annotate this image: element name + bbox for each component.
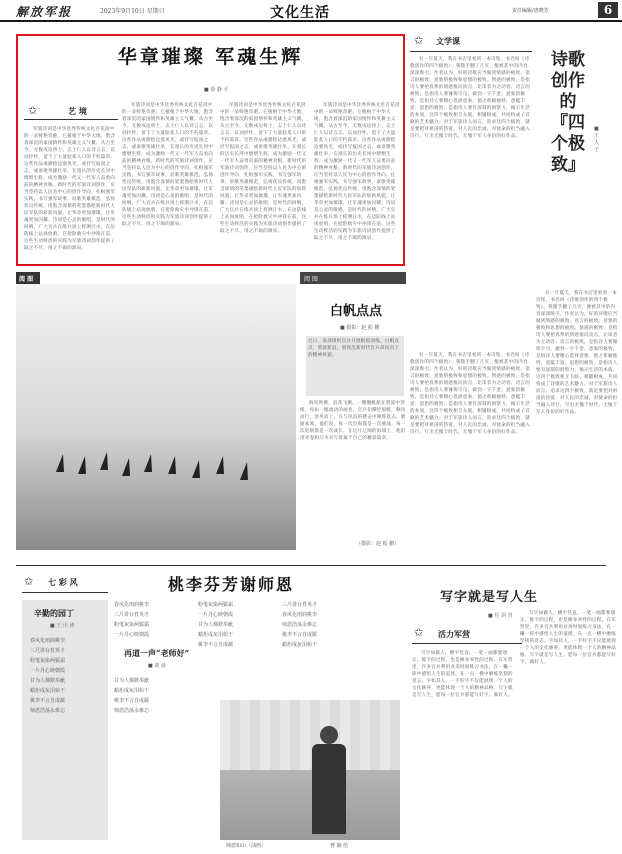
column-label: 艺 境	[68, 106, 87, 116]
feature-intro: 近日，某部组织官兵开展帆船训练，白帆点点，劈波斩浪，展现出新时代官兵昂扬向上的精神风貌。	[306, 336, 404, 396]
poem-title: 辛勤的园丁	[34, 608, 74, 618]
sailboat	[78, 456, 86, 474]
star-icon: ✩	[414, 34, 424, 47]
sailboat-photo	[16, 284, 296, 550]
poem2-title: 再道一声“老师好”	[124, 648, 190, 658]
featured-body-col4: 军旅诗词是中华优秀传统文化百花园中的一朵鲜艳奇葩。它植根于中华大地，饱含着深沉的家国情怀和英雄主义气概。从古至今，无数戍边将士、志士仁人以诗言志、以词抒怀，留下了大量脍炙人口的不朽篇章。这些作品或描绘边塞风光，或抒写报国之志，或讴歌英雄壮举，在漫长的历史长河中熠熠生辉，成为激励一代又一代军人奋勇向前的精神食粮。新时代的军旅诗词创作，应当坚持以人民为中心的创作导向，扎根强军实践，书写强军故事，讴歌英雄模范，弘扬优良传统，用饱含深情的笔墨描绘新时代人民军队的崭新风貌，让华章更加璀璨，让军魂更加闪耀。诗词是心灵的歌唱，是时代的回响。广大官兵在练兵场上挥洒汗水，在边防线上站岗放哨，在抢险救灾中冲锋在前，这些生动鲜活的实践为军旅诗词创作提供了取之不尽、用之不竭的源泉。	[314, 103, 400, 241]
featured-body-col2: 军旅诗词是中华优秀传统文化百花园中的一朵鲜艳奇葩。它植根于中华大地，饱含着深沉的家国情怀和英雄主义气概。从古至今，无数戍边将士、志士仁人以诗言志、以词抒怀，留下了大量脍炙人口的不朽篇章。这些作品或描绘边塞风光，或抒写报国之志，或讴歌英雄壮举，在漫长的历史长河中熠熠生辉，成为激励一代又一代军人奋勇向前的精神食粮。新时代的军旅诗词创作，应当坚持以人民为中心的创作导向，扎根强军实践，书写强军故事，讴歌英雄模范，弘扬优良传统，用饱含深情的笔墨描绘新时代人民军队的崭新风貌，让华章更加璀璨，让军魂更加闪耀。诗词是心灵的歌唱，是时代的回响。广大官兵在练兵场上挥洒汗水，在边防线上站岗放哨，在抢险救灾中冲锋在前，这些生动鲜活的实践为军旅诗词创作提供了取之不尽、用之不竭的源泉。	[122, 103, 214, 227]
featured-headline: 华章璀璨 军魂生辉	[117, 46, 304, 68]
figure-head	[320, 726, 338, 744]
figure-credit: 曹 颖 绘	[330, 843, 349, 849]
poem-col-2: 春风化雨润桃李 三尺讲台育英才 粉笔灰染两鬓霜 一片丹心映朝霞	[114, 602, 150, 638]
featured-article[interactable]	[16, 34, 405, 266]
figure-caption: 师恩如山（油画）	[226, 843, 267, 849]
photo-credit: （摄影：赵 振 鹏）	[356, 541, 400, 547]
right-label-box	[412, 624, 522, 644]
right-body-col1: 写字如做人，横平竖直，一笔一画都要端正。练字的过程，也是修身养性的过程。在军营里，许多官兵利用业余时间练习书法，在一撇一捺中感悟人生的道理，在一点一横中磨练坚韧的意志。字如其人，一手好字不仅能展现一个人的文化修养，更能体现一个人的精神品格。写字就是写人生，愿每一位官兵都能写好字、做好人。	[412, 651, 513, 698]
right-byline: ■ 任 剑 青	[488, 613, 513, 619]
sidebar-vertical-title: 诗歌创作的『四个极致』	[551, 50, 585, 175]
sailboat	[100, 452, 108, 470]
right-column-label: 活力军营	[438, 629, 470, 639]
sailboat	[240, 462, 248, 480]
page-number: 6	[598, 2, 618, 18]
sailboat	[192, 460, 200, 478]
feature-tag: 阅 图	[304, 276, 318, 283]
poem-box	[22, 600, 108, 840]
sidebar-label-box	[410, 32, 532, 52]
sailboat	[56, 454, 64, 472]
poem-col-3: 粉笔灰染两鬓霜 一片丹心映朝霞 甘为人梯默奉献 蜡炬成灰泪始干 桃李不言自成蹊	[198, 602, 234, 648]
sidebar-body-col3: 有一年夏天，我在书店里看到一本诗集，书名叫《诗歌创作的四个极致》。我随手翻了几页，便被其中的内容深深吸引。作者认为，好的诗歌应当做到情感的极致、语言的极致、意象的极致和思想的极致。情感的极致，是指诗人要把真挚的情感推向顶点，让读者为之动容；语言的极致，是指诗人要锤炼字句，做到一字千金；意象的极致，是指诗人要精心选择意象，使之新颖独特、意蕴丰富；思想的极致，是指诗人要有深刻的洞察力，揭示生活的本质。这四个极致相互关联、相辅相成，共同构成了诗歌的艺术魅力。对于军旅诗人而言，追求这四个极致，就是要把对祖国的热爱、对人民的忠诚、对使命的担当融入诗行，写出无愧于时代、无愧于军人身份的好作品。	[410, 353, 530, 435]
section-divider	[16, 565, 606, 566]
sidebar-body-col2: 有一年夏天，我在书店里看到一本诗集，书名叫《诗歌创作的四个极致》。我随手翻了几页，便被其中的内容深深吸引。作者认为，好的诗歌应当做到情感的极致、语言的极致、意象的极致和思想的极致。情感的极致，是指诗人要把真挚的情感推向顶点，让读者为之动容；语言的极致，是指诗人要锤炼字句，做到一字千金；意象的极致，是指诗人要精心选择意象，使之新颖独特、意蕴丰富；思想的极致，是指诗人要有深刻的洞察力，揭示生活的本质。这四个极致相互关联、相辅相成，共同构成了诗歌的艺术魅力。对于军旅诗人而言，追求这四个极致，就是要把对祖国的热爱、对人民的忠诚、对使命的担当融入诗行，写出无愧于时代、无愧于军人身份的好作品。	[536, 291, 618, 415]
sidebar-column-label: 文学课	[436, 36, 460, 46]
page-header	[0, 0, 622, 22]
figure-body	[312, 744, 346, 834]
painting-background	[220, 700, 400, 770]
feature-byline: ■ 摄影：赵 振 鹏	[340, 325, 380, 331]
column-label-box	[24, 104, 118, 120]
poem2-byline: ■ 刘 晨	[148, 663, 166, 669]
poem-col-4: 三尺讲台育英才 春风化雨润桃李 师恩浩荡永难忘 桃李不言自成蹊 蜡炬成灰泪始干	[282, 602, 318, 648]
photo-label-tag	[16, 272, 40, 284]
featured-body-col1: 军旅诗词是中华优秀传统文化百花园中的一朵鲜艳奇葩。它植根于中华大地，饱含着深沉的家国情怀和英雄主义气概。从古至今，无数戍边将士、志士仁人以诗言志、以词抒怀，留下了大量脍炙人口的不朽篇章。这些作品或描绘边塞风光，或抒写报国之志，或讴歌英雄壮举，在漫长的历史长河中熠熠生辉，成为激励一代又一代军人奋勇向前的精神食粮。新时代的军旅诗词创作，应当坚持以人民为中心的创作导向，扎根强军实践，书写强军故事，讴歌英雄模范，弘扬优良传统，用饱含深情的笔墨描绘新时代人民军队的崭新风貌，让华章更加璀璨，让军魂更加闪耀。诗词是心灵的歌唱，是时代的回响。广大官兵在练兵场上挥洒汗水，在边防线上站岗放哨，在抢险救灾中冲锋在前，这些生动鲜活的实践为军旅诗词创作提供了取之不尽、用之不竭的源泉。	[24, 127, 116, 251]
feature-essay: 海风吹拂，浪花飞溅。一艘艘帆船在碧波中穿梭，宛如一幅流动的画卷。官兵们操控船帆，顺风而行，逆风而上，在与风浪的搏击中锤炼意志、磨砺本领。他们说，每一次出海都是一次挑战，每一次返航都是一次成长。在这片辽阔的海域上，他们用青春和汗水书写着属于自己的精彩篇章。	[300, 401, 406, 441]
right-headline: 写字就是写人生	[440, 590, 539, 605]
featured-body-col3: 军旅诗词是中华优秀传统文化百花园中的一朵鲜艳奇葩。它植根于中华大地，饱含着深沉的家国情怀和英雄主义气概。从古至今，无数戍边将士、志士仁人以诗言志、以词抒怀，留下了大量脍炙人口的不朽篇章。这些作品或描绘边塞风光，或抒写报国之志，或讴歌英雄壮举，在漫长的历史长河中熠熠生辉，成为激励一代又一代军人奋勇向前的精神食粮。新时代的军旅诗词创作，应当坚持以人民为中心的创作导向，扎根强军实践，书写强军故事，讴歌英雄模范，弘扬优良传统，用饱含深情的笔墨描绘新时代人民军队的崭新风貌，让华章更加璀璨，让军魂更加闪耀。诗词是心灵的歌唱，是时代的回响。广大官兵在练兵场上挥洒汗水，在边防线上站岗放哨，在抢险救灾中冲锋在前，这些生动鲜活的实践为军旅诗词创作提供了取之不尽、用之不竭的源泉。	[220, 103, 307, 234]
issue-date: 2023年9月10日 星期日	[100, 8, 165, 15]
section-title: 文化生活	[270, 5, 330, 21]
sailboat	[122, 458, 130, 476]
teacher-painting	[220, 700, 400, 840]
featured-byline: ■ 徐 静 平	[204, 87, 229, 93]
sailboat	[144, 454, 152, 472]
qipin-label-box	[22, 573, 108, 593]
newspaper-brand: 解放军报	[16, 5, 73, 19]
sidebar-byline: ■ 王 人 子	[594, 126, 600, 153]
feature-tag-bar	[300, 272, 406, 284]
poem-lines: 春风化雨润桃李 三尺讲台育英才 粉笔灰染两鬓霜 一片丹心映朝霞 甘为人梯默奉献 蜡炬成灰泪始干 桃李不言自成蹊 师恩浩荡永难忘	[30, 638, 66, 714]
editor-credit: 责任编辑/唐晓芳	[512, 8, 549, 14]
sailboat	[216, 456, 224, 474]
photo-label: 阅 图	[19, 276, 34, 283]
right-body-col2: 写字如做人，横平竖直，一笔一画都要端正。练字的过程，也是修身养性的过程。在军营里，许多官兵利用业余时间练习书法，在一撇一捺中感悟人生的道理，在一点一横中磨练坚韧的意志。字如其人，一手好字不仅能展现一个人的文化修养，更能体现一个人的精神品格。写字就是写人生，愿每一位官兵都能写好字、做好人。	[520, 611, 616, 665]
bottom-headline: 桃李芬芳谢师恩	[168, 575, 295, 594]
star-icon: ✩	[414, 626, 424, 639]
feature-title: 白帆点点	[330, 304, 383, 319]
star-icon: ✩	[28, 104, 38, 117]
poem-byline: ■ 王 庆 涛	[50, 623, 75, 629]
sailboat	[168, 456, 176, 474]
poem2-lines: 甘为人梯默奉献 蜡炬成灰泪始干 桃李不言自成蹊 师恩浩荡永难忘	[114, 678, 150, 714]
sidebar-body-col1: 有一年夏天，我在书店里看到一本诗集，书名叫《诗歌创作的四个极致》。我随手翻了几页，便被其中的内容深深吸引。作者认为，好的诗歌应当做到情感的极致、语言的极致、意象的极致和思想的极致。情感的极致，是指诗人要把真挚的情感推向顶点，让读者为之动容；语言的极致，是指诗人要锤炼字句，做到一字千金；意象的极致，是指诗人要精心选择意象，使之新颖独特、意蕴丰富；思想的极致，是指诗人要有深刻的洞察力，揭示生活的本质。这四个极致相互关联、相辅相成，共同构成了诗歌的艺术魅力。对于军旅诗人而言，追求这四个极致，就是要把对祖国的热爱、对人民的忠诚、对使命的担当融入诗行，写出无愧于时代、无愧于军人身份的好作品。	[410, 57, 530, 139]
star-icon: ✩	[24, 575, 34, 588]
qipin-label: 七 彩 风	[48, 577, 78, 587]
